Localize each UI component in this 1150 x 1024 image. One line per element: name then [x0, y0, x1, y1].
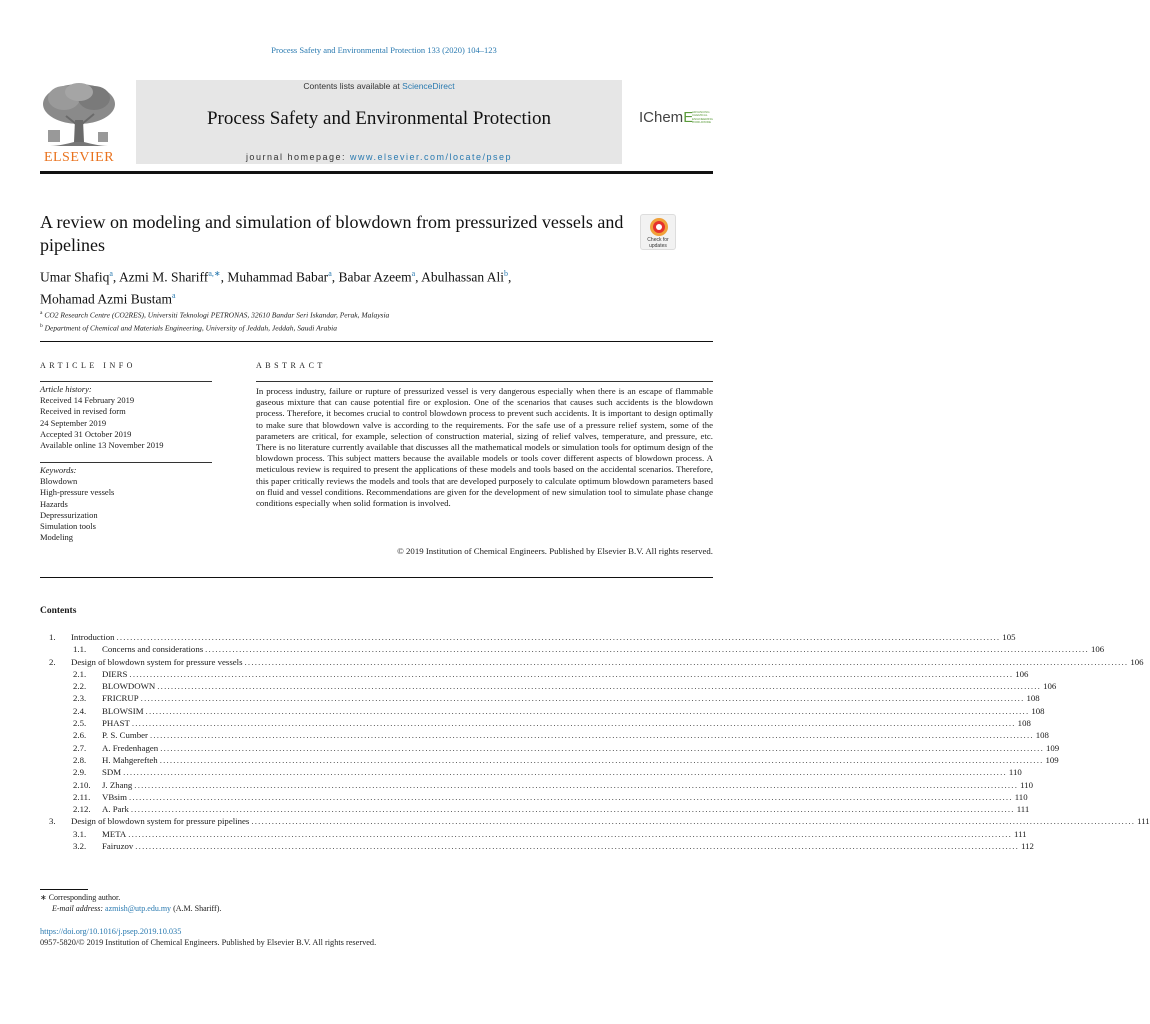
toc-number: 2.4.: [73, 705, 87, 716]
keyword-item: Blowdown: [40, 476, 78, 487]
author-affiliation-mark[interactable]: b: [504, 269, 509, 278]
footnote-divider: [40, 889, 88, 890]
footnote: [40, 892, 540, 914]
toc-title: BLOWSIM: [102, 705, 144, 716]
affiliation-text: CO2 Research Centre (CO2RES), Universiti Teknologi PETRONAS, 32610 Bandar Seri Iskandar, Perak, Malaysia: [44, 310, 390, 320]
toc-page: 108: [1035, 730, 1049, 741]
toc-number: 2.10.: [73, 779, 91, 790]
affiliations: [40, 308, 720, 334]
sciencedirect-link[interactable]: ScienceDirect: [402, 81, 455, 91]
toc-number: 2.11.: [73, 791, 91, 802]
toc-page: 106: [1015, 668, 1029, 679]
toc-title: PHAST: [102, 718, 130, 729]
affiliation-mark: b: [40, 323, 43, 329]
toc-title: SDM: [102, 767, 122, 778]
toc-leader-dots: ....................................................................................................................................................................................................................................................................: [244, 656, 1129, 667]
toc-title: FRICRUP: [102, 693, 139, 704]
toc-leader-dots: ....................................................................................................................................................................................................................................................................: [149, 730, 1034, 741]
toc-page: 111: [1016, 804, 1030, 815]
toc-number: 2.1.: [73, 668, 87, 679]
toc-number: 3.: [49, 816, 56, 827]
toc-leader-dots: ....................................................................................................................................................................................................................................................................: [145, 705, 1030, 716]
abstract-heading: ABSTRACT: [256, 361, 326, 370]
email-link[interactable]: azmish@utp.edu.my: [105, 904, 172, 913]
keyword-item: Hazards: [40, 498, 68, 509]
author-separator: ,: [415, 269, 422, 285]
author-name[interactable]: Muhammad Babar: [227, 269, 329, 285]
toc-number: 1.1.: [73, 644, 87, 655]
toc-leader-dots: ....................................................................................................................................................................................................................................................................: [128, 791, 1013, 802]
history-item: Available online 13 November 2019: [40, 440, 164, 451]
affiliation-line: [40, 308, 720, 321]
toc-entry[interactable]: [40, 754, 1059, 766]
keyword-item: Simulation tools: [40, 521, 96, 532]
check-for-updates-button[interactable]: [640, 214, 676, 250]
divider: [256, 381, 713, 382]
keyword-item: Modeling: [40, 532, 74, 543]
history-item: Received 14 February 2019: [40, 395, 135, 406]
toc-title: BLOWDOWN: [102, 681, 156, 692]
history-item: Received in revised form: [40, 406, 126, 417]
toc-title: VBsim: [102, 791, 127, 802]
toc-title: A. Park: [102, 804, 129, 815]
toc-leader-dots: ....................................................................................................................................................................................................................................................................: [157, 681, 1042, 692]
author-affiliation-mark[interactable]: a: [328, 269, 332, 278]
homepage-prefix: journal homepage:: [245, 152, 350, 162]
article-history: [40, 384, 215, 451]
toc-leader-dots: ....................................................................................................................................................................................................................................................................: [159, 754, 1044, 765]
toc-number: 2.9.: [73, 767, 87, 778]
toc-entry[interactable]: [40, 656, 1144, 668]
email-line: [40, 903, 540, 914]
toc-leader-dots: ....................................................................................................................................................................................................................................................................: [135, 841, 1020, 852]
toc-number: 2.3.: [73, 693, 87, 704]
contents-available: [136, 81, 622, 91]
toc-page: 108: [1031, 705, 1045, 716]
toc-entry[interactable]: [40, 828, 1027, 840]
author-name[interactable]: Mohamad Azmi Bustam: [40, 291, 172, 306]
author-separator: ,: [220, 269, 228, 285]
toc-number: 2.5.: [73, 718, 87, 729]
toc-number: 3.2.: [73, 841, 87, 852]
toc-number: 2.7.: [73, 742, 87, 753]
toc-title: Fairuzov: [102, 841, 134, 852]
toc-title: A. Fredenhagen: [102, 742, 159, 753]
table-of-contents: [40, 631, 1150, 852]
toc-title: DIERS: [102, 668, 128, 679]
email-suffix: (A.M. Shariff).: [171, 904, 222, 913]
toc-entry[interactable]: [40, 631, 1016, 643]
toc-title: J. Zhang: [102, 779, 133, 790]
toc-number: 2.6.: [73, 730, 87, 741]
author-name[interactable]: Azmi M. Shariff: [118, 269, 209, 285]
author-affiliation-mark[interactable]: a,∗: [208, 269, 221, 278]
doi-link[interactable]: https://doi.org/10.1016/j.psep.2019.10.035: [40, 927, 182, 936]
divider: [40, 381, 212, 382]
toc-leader-dots: ....................................................................................................................................................................................................................................................................: [128, 828, 1013, 839]
toc-page: 110: [1020, 779, 1033, 790]
toc-leader-dots: ....................................................................................................................................................................................................................................................................: [116, 632, 1001, 642]
author-list: [40, 265, 720, 308]
toc-entry[interactable]: [40, 815, 1150, 827]
toc-page: 108: [1017, 718, 1031, 729]
header-divider: [40, 171, 713, 174]
toc-page: 106: [1090, 644, 1105, 655]
toc-entry[interactable]: [40, 692, 1040, 704]
toc-title: P. S. Cumber: [102, 730, 148, 741]
history-item: 24 September 2019: [40, 417, 107, 428]
author-name[interactable]: Abulhassan Ali: [421, 269, 505, 285]
author-affiliation-mark[interactable]: a: [411, 269, 416, 278]
toc-leader-dots: ....................................................................................................................................................................................................................................................................: [205, 644, 1089, 655]
author-name[interactable]: Babar Azeem: [338, 269, 412, 285]
toc-leader-dots: ....................................................................................................................................................................................................................................................................: [140, 693, 1025, 704]
journal-title: Process Safety and Environmental Protection: [206, 108, 552, 129]
icheme-tagline: ADVANCING CHEMICAL ENGINEERING WORLDWIDE: [692, 110, 714, 125]
toc-entry[interactable]: [40, 803, 1030, 815]
toc-leader-dots: ....................................................................................................................................................................................................................................................................: [251, 816, 1136, 827]
toc-number: 3.1.: [73, 828, 87, 839]
toc-page: 111: [1014, 828, 1027, 839]
journal-reference[interactable]: Process Safety and Environmental Protection 133 (2020) 104–123: [271, 45, 497, 55]
affiliation-mark: a: [40, 310, 43, 316]
toc-page: 109: [1045, 742, 1060, 753]
toc-leader-dots: ....................................................................................................................................................................................................................................................................: [134, 779, 1019, 790]
abstract-text: In process industry, failure or rupture of pressurized vessel is very dangerous especially when there is an escape of flammable gaseous mixture that can cause potential fire or explosion. One of the scenarios that causes such accidents is the blowdown process. Therefore, it becomes crucial to control blowdown process to prevent such accidents. It is important to design optimally to make sure that blowdown valve is according to the requirements. For the safe use of a pressure relief system, some of the parameters are critical, for example, selection of construction material, sizing of relief valves, temperature, and pressure, etc. There is no literature currently available that discusses all the mathematical models or simulation tools for optimum design of the blowdown process. This subject matters because the available models or tools cover different aspects of blowdown process. A meticulous review is required to present the applications of these models and tools based on the accidental scenarios. Therefore, this paper critically reviews the models and tools that are developed purposely to calculate optimum blowdown parameters based on fluid and vessel conditions. Recommendations are given for the development of new simulation tool to simulate phase change conditions especially when solid formation is involved.: [256, 386, 713, 509]
toc-leader-dots: ....................................................................................................................................................................................................................................................................: [129, 668, 1014, 679]
toc-number: 2.8.: [73, 754, 87, 765]
toc-entry[interactable]: [40, 840, 1034, 852]
icheme-logo: [639, 109, 693, 126]
toc-title: Concerns and considerations: [102, 644, 204, 655]
toc-entry[interactable]: [40, 742, 1060, 754]
toc-entry[interactable]: [40, 668, 1029, 680]
icheme-e: E: [683, 109, 694, 126]
toc-entry[interactable]: [40, 766, 1022, 778]
homepage-link[interactable]: www.elsevier.com/locate/psep: [350, 152, 513, 162]
author-affiliation-mark[interactable]: a: [109, 269, 113, 278]
keyword-item: High-pressure vessels: [40, 487, 115, 498]
history-item: Accepted 31 October 2019: [40, 428, 132, 439]
toc-title: Design of blowdown system for pressure pipelines: [71, 816, 250, 827]
toc-entry[interactable]: [40, 680, 1057, 692]
affiliation-line: [40, 321, 720, 334]
email-label: E-mail address:: [52, 904, 106, 913]
history-label: Article history:: [40, 384, 92, 394]
toc-leader-dots: ....................................................................................................................................................................................................................................................................: [131, 718, 1016, 729]
toc-entry[interactable]: [40, 791, 1028, 803]
corresponding-author: ∗ Corresponding author.: [40, 893, 121, 902]
author-affiliation-mark[interactable]: a: [172, 290, 176, 300]
toc-page: 109: [1045, 754, 1059, 765]
toc-number: 2.: [49, 656, 56, 667]
article-title: A review on modeling and simulation of blowdown from pressurized vessels and pipelines: [40, 212, 624, 255]
history-list: [40, 395, 215, 451]
toc-number: 2.2.: [73, 681, 87, 692]
keyword-list: [40, 476, 215, 543]
abstract-copyright: © 2019 Institution of Chemical Engineers. Published by Elsevier B.V. All rights reserved.: [397, 546, 713, 556]
toc-entry[interactable]: [40, 779, 1033, 791]
affiliation-text: Department of Chemical and Materials Engineering, University of Jeddah, Jeddah, Saudi Arabia: [44, 323, 337, 333]
divider: [40, 462, 212, 463]
article-info-heading: ARTICLE INFO: [40, 361, 136, 370]
toc-title: Introduction: [71, 632, 115, 642]
toc-page: 111: [1137, 816, 1150, 827]
divider: [40, 341, 713, 342]
toc-title: META: [102, 828, 127, 839]
keyword-item: Depressurization: [40, 509, 98, 520]
toc-page: 106: [1043, 681, 1057, 692]
toc-entry[interactable]: [40, 643, 1105, 655]
toc-page: 110: [1014, 791, 1028, 802]
author-name[interactable]: Umar Shafiq: [40, 269, 110, 285]
divider: [40, 577, 713, 578]
toc-page: 108: [1026, 693, 1040, 704]
toc-title: Design of blowdown system for pressure vessels: [71, 656, 243, 667]
keywords: [40, 465, 215, 543]
toc-leader-dots: ....................................................................................................................................................................................................................................................................: [160, 742, 1044, 753]
toc-page: 106: [1130, 656, 1144, 667]
check-updates-label: Check for updates: [647, 237, 669, 249]
toc-page: 105: [1002, 632, 1016, 642]
author-separator: ,: [508, 269, 512, 285]
toc-number: 2.12.: [73, 804, 91, 815]
toc-page: 110: [1008, 767, 1022, 778]
keywords-label: Keywords:: [40, 465, 77, 475]
check-updates-icon: [650, 218, 668, 236]
toc-number: 1.: [49, 632, 56, 642]
elsevier-wordmark: ELSEVIER: [43, 150, 115, 165]
author-separator: ,: [331, 269, 339, 285]
issn-copyright: 0957-5820/© 2019 Institution of Chemical Engineers. Published by Elsevier B.V. All rights reserved.: [40, 938, 377, 947]
author-separator: ,: [112, 269, 119, 285]
toc-title: H. Mahgerefteh: [102, 754, 158, 765]
toc-leader-dots: ....................................................................................................................................................................................................................................................................: [130, 804, 1015, 815]
icheme-main: IChem: [639, 109, 684, 126]
toc-leader-dots: ....................................................................................................................................................................................................................................................................: [123, 767, 1007, 778]
toc-page: 112: [1021, 841, 1034, 852]
toc-entry[interactable]: [40, 705, 1045, 717]
toc-entry[interactable]: [40, 729, 1049, 741]
toc-entry[interactable]: [40, 717, 1031, 729]
contents-heading: Contents: [40, 606, 77, 616]
journal-homepage: [136, 152, 622, 162]
contents-prefix: Contents lists available at: [303, 81, 403, 91]
